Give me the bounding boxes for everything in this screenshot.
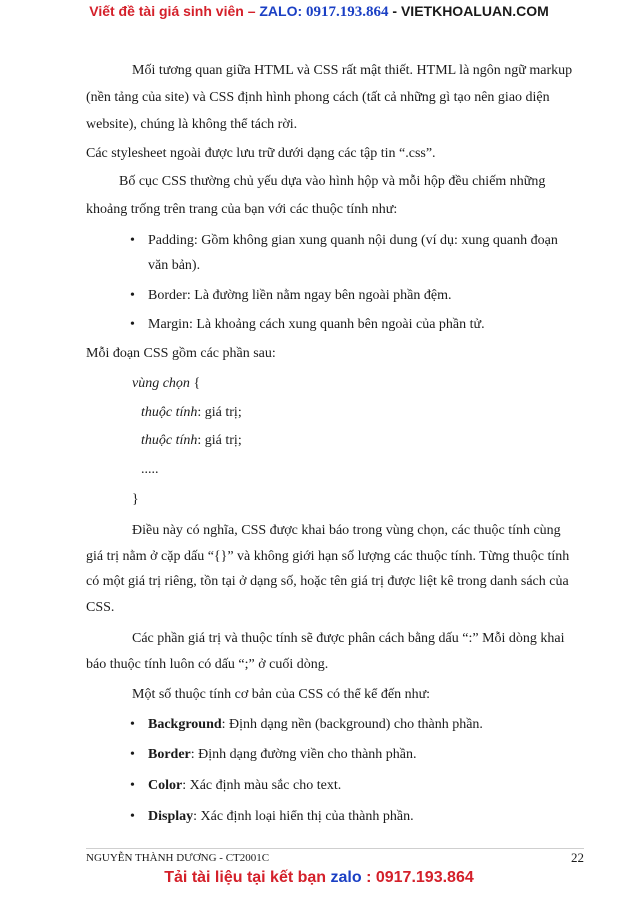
list-item-text: : Xác định loại hiển thị của thành phần. bbox=[193, 809, 414, 824]
paragraph-line: Các phần giá trị và thuộc tính sẽ được phân cách bằng dấu “:” Mỗi dòng khai bbox=[132, 631, 565, 646]
banner-bottom-text: Tải tài liệu tại kết bạn bbox=[164, 869, 331, 886]
list-item-text: : Xác định màu sắc cho text. bbox=[182, 778, 342, 793]
banner-top-phone: 0917.193.864 bbox=[306, 4, 389, 20]
bullet-icon: • bbox=[130, 809, 135, 824]
list-item-text: : Định dạng nền (background) cho thành phần. bbox=[221, 717, 483, 732]
list-item bbox=[148, 777, 341, 795]
list-item-term: Color bbox=[148, 778, 183, 793]
list-item-text: : Định dạng đường viền cho thành phần. bbox=[190, 747, 417, 762]
paragraph-line: báo thuộc tính luôn có dấu “;” ở cuối dòng. bbox=[86, 657, 329, 672]
paragraph-line: giá trị nằm ở cặp dấu “{}” và không giới hạn số lượng các thuộc tính. Từng thuộc tính bbox=[86, 549, 570, 564]
code-line bbox=[141, 404, 242, 422]
page-number: 22 bbox=[571, 850, 584, 865]
code-close-brace: } bbox=[132, 492, 139, 507]
list-item: Padding: Gồm không gian xung quanh nội dung (ví dụ: xung quanh đoạn bbox=[148, 233, 558, 248]
footer-divider bbox=[86, 848, 584, 849]
code-open-brace: { bbox=[189, 376, 201, 391]
paragraph-line: (nền tảng của site) và CSS định hình phong cách (tất cả những gì tạo nên giao diện bbox=[86, 90, 550, 105]
code-line bbox=[141, 432, 242, 450]
bullet-icon: • bbox=[130, 288, 135, 303]
banner-bottom-zalo: zalo bbox=[330, 869, 362, 886]
paragraph-line: Mối tương quan giữa HTML và CSS rất mật thiết. HTML là ngôn ngữ markup bbox=[132, 63, 573, 78]
list-item-term: Border bbox=[148, 747, 191, 762]
list-item bbox=[148, 746, 417, 764]
code-selector: vùng chọn bbox=[132, 376, 190, 391]
bullet-icon: • bbox=[130, 747, 135, 762]
list-item: Border: Là đường liền nằm ngay bên ngoài phần đệm. bbox=[148, 288, 452, 303]
bullet-icon: • bbox=[130, 233, 135, 248]
footer-author: NGUYỄN THÀNH DƯƠNG - CT2001C bbox=[86, 852, 270, 864]
code-value: : giá trị; bbox=[197, 433, 242, 448]
paragraph-line: CSS. bbox=[86, 600, 115, 615]
bullet-icon: • bbox=[130, 717, 135, 732]
bottom-banner bbox=[0, 868, 638, 888]
paragraph-line: Mỗi đoạn CSS gồm các phần sau: bbox=[86, 346, 276, 361]
list-item: Margin: Là khoảng cách xung quanh bên ngoài của phần tử. bbox=[148, 317, 485, 332]
code-dots: ..... bbox=[141, 462, 159, 477]
bullet-icon: • bbox=[130, 317, 135, 332]
list-item-term: Display bbox=[148, 809, 194, 824]
code-property: thuộc tính bbox=[141, 433, 198, 448]
code-property: thuộc tính bbox=[141, 405, 198, 420]
code-line bbox=[132, 375, 200, 393]
banner-top-text: Viết đề tài giá sinh viên – bbox=[89, 3, 260, 19]
paragraph-line: Bố cục CSS thường chủ yếu dựa vào hình hộp và mỗi hộp đều chiếm những bbox=[119, 174, 546, 189]
list-item: văn bản). bbox=[148, 258, 201, 273]
list-item-term: Background bbox=[148, 717, 222, 732]
banner-top-site: - VIETKHOALUAN.COM bbox=[388, 3, 549, 19]
banner-bottom-phone: : 0917.193.864 bbox=[361, 869, 474, 886]
paragraph-line: Điều này có nghĩa, CSS được khai báo trong vùng chọn, các thuộc tính cùng bbox=[132, 523, 561, 538]
paragraph-line: khoảng trống trên trang của bạn với các thuộc tính như: bbox=[86, 202, 398, 217]
paragraph-line: có một giá trị riêng, tồn tại ở dạng số, hoặc tên giá trị được liệt kê trong danh sách của bbox=[86, 574, 569, 589]
code-value: : giá trị; bbox=[197, 405, 242, 420]
bullet-icon: • bbox=[130, 778, 135, 793]
paragraph-line: Các stylesheet ngoài được lưu trữ dưới dạng các tập tin “.css”. bbox=[86, 146, 436, 161]
list-item bbox=[148, 716, 483, 734]
paragraph-line: Một số thuộc tính cơ bản của CSS có thể kể đến như: bbox=[132, 687, 431, 702]
list-item bbox=[148, 808, 414, 826]
banner-top-zalo-label: ZALO: bbox=[259, 3, 307, 19]
paragraph-line: website), chúng là không thể tách rời. bbox=[86, 117, 298, 132]
top-banner bbox=[0, 2, 638, 21]
